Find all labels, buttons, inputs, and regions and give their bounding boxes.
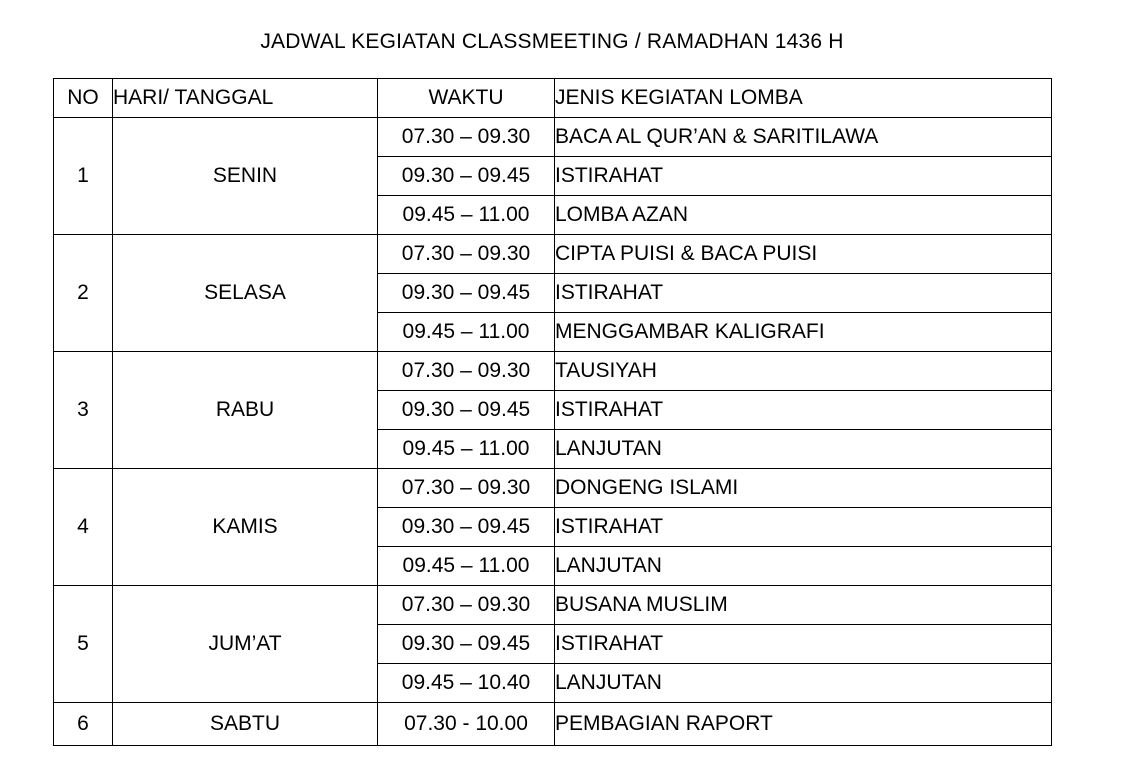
row-number: 4 (54, 469, 113, 586)
row-number: 6 (54, 703, 113, 746)
activity-name: ISTIRAHAT (555, 157, 1052, 196)
row-number: 2 (54, 235, 113, 352)
activity-name: LANJUTAN (555, 547, 1052, 586)
header-no: NO (54, 79, 113, 118)
activity-name: ISTIRAHAT (555, 508, 1052, 547)
time-slot: 09.45 – 10.40 (378, 664, 555, 703)
day-name: SABTU (113, 703, 378, 746)
header-day: HARI/ TANGGAL (113, 79, 378, 118)
table-row (54, 469, 1052, 508)
time-slot: 09.45 – 11.00 (378, 313, 555, 352)
table-row (54, 703, 1052, 746)
table-row (54, 352, 1052, 391)
schedule-table (53, 78, 1052, 746)
table-row (54, 586, 1052, 625)
time-slot: 09.30 – 09.45 (378, 157, 555, 196)
time-slot: 07.30 – 09.30 (378, 352, 555, 391)
time-slot: 07.30 – 09.30 (378, 235, 555, 274)
schedule-body (54, 118, 1052, 746)
activity-name: PEMBAGIAN RAPORT (555, 703, 1052, 746)
row-number: 3 (54, 352, 113, 469)
header-activity: JENIS KEGIATAN LOMBA (555, 79, 1052, 118)
time-slot: 07.30 - 10.00 (378, 703, 555, 746)
activity-name: CIPTA PUISI & BACA PUISI (555, 235, 1052, 274)
activity-name: DONGENG ISLAMI (555, 469, 1052, 508)
activity-name: BUSANA MUSLIM (555, 586, 1052, 625)
activity-name: LOMBA AZAN (555, 196, 1052, 235)
activity-name: ISTIRAHAT (555, 625, 1052, 664)
time-slot: 07.30 – 09.30 (378, 118, 555, 157)
time-slot: 09.45 – 11.00 (378, 430, 555, 469)
day-name: RABU (113, 352, 378, 469)
day-name: JUM’AT (113, 586, 378, 703)
page-title: JADWAL KEGIATAN CLASSMEETING / RAMADHAN 1436 H (260, 30, 844, 53)
day-name: SELASA (113, 235, 378, 352)
time-slot: 07.30 – 09.30 (378, 469, 555, 508)
row-number: 5 (54, 586, 113, 703)
time-slot: 07.30 – 09.30 (378, 586, 555, 625)
time-slot: 09.30 – 09.45 (378, 391, 555, 430)
day-name: SENIN (113, 118, 378, 235)
activity-name: BACA AL QUR’AN & SARITILAWA (555, 118, 1052, 157)
table-row (54, 235, 1052, 274)
row-number: 1 (54, 118, 113, 235)
activity-name: ISTIRAHAT (555, 274, 1052, 313)
time-slot: 09.45 – 11.00 (378, 196, 555, 235)
activity-name: TAUSIYAH (555, 352, 1052, 391)
time-slot: 09.45 – 11.00 (378, 547, 555, 586)
activity-name: LANJUTAN (555, 664, 1052, 703)
activity-name: MENGGAMBAR KALIGRAFI (555, 313, 1052, 352)
activity-name: LANJUTAN (555, 430, 1052, 469)
time-slot: 09.30 – 09.45 (378, 625, 555, 664)
time-slot: 09.30 – 09.45 (378, 508, 555, 547)
header-time: WAKTU (378, 79, 555, 118)
table-row (54, 118, 1052, 157)
day-name: KAMIS (113, 469, 378, 586)
header-row (54, 79, 1052, 118)
activity-name: ISTIRAHAT (555, 391, 1052, 430)
time-slot: 09.30 – 09.45 (378, 274, 555, 313)
